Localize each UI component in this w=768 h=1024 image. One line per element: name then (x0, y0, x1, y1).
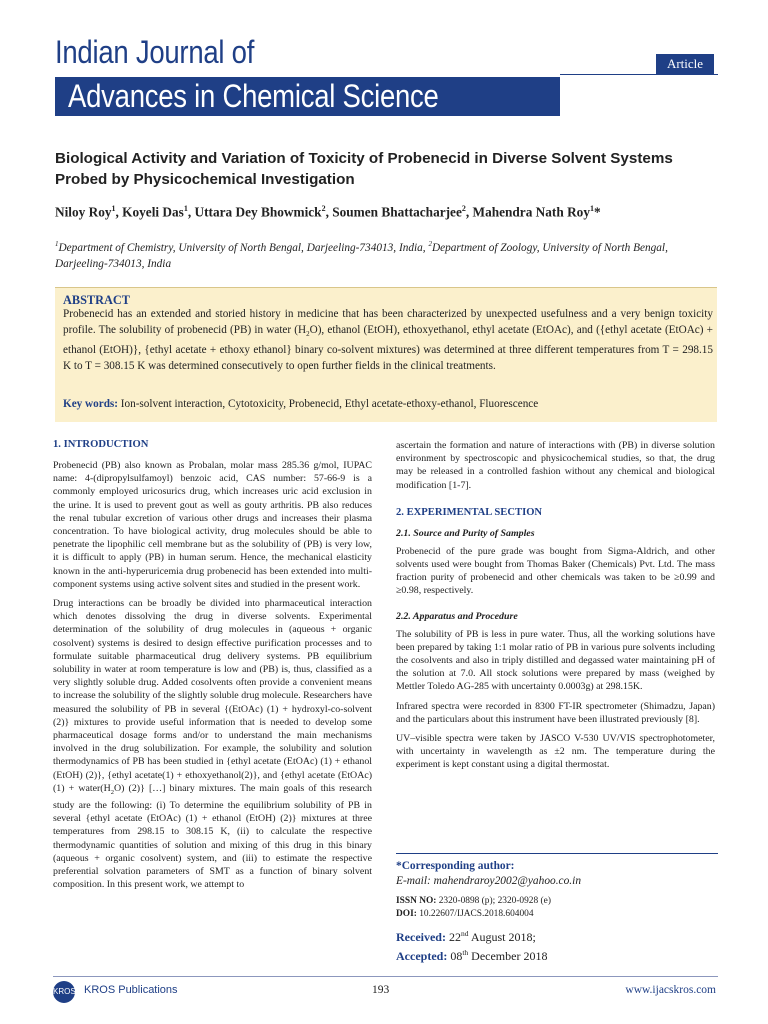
author-separator: * (593, 204, 601, 220)
doi-line (396, 908, 718, 921)
right-column (396, 439, 715, 778)
journal-url[interactable]: www.ijacskros.com (625, 984, 716, 996)
author-affil-mark: 1 (183, 204, 188, 213)
doi-value[interactable]: 10.22607/IJACS.2018.604004 (416, 908, 534, 919)
email-label: E-mail: (396, 875, 434, 887)
author-name: Koyeli Das (122, 204, 184, 220)
subscript: 2 (306, 330, 310, 339)
affil-mark: 2 (428, 240, 432, 248)
paper-title: Biological Activity and Variation of Toxicity of Probenecid in Diverse Solvent Systems Probed by Physicochemical Investigation (55, 150, 673, 188)
author-separator: , (187, 204, 195, 220)
paragraph-part: O) (2)} […] binary mixtures. The main goals of this research study are the following: (i) To determine the equilibrium solubility of PB in several {ethyl acetate (EtOAc) (1) + ethanol (EtOH) (2)} mixtures at three temperatures from 298.15 to 308.15 K, (ii) to calculate the respective thermodynamic quantities of solution and mixing of this drug in this binary (aqueous + organic cosolvent) system, and (iii) to estimate the respective preferential solvation parameters of SMT as a function of binary solvent composition. In this present work, we attempt to (53, 782, 372, 891)
abstract-text (63, 307, 713, 374)
paragraph: The solubility of PB is less in pure water. Thus, all the working solutions have been prepared by taking 1:1 molar ratio of PB in various pure solvents including the cosolvents and also in triply distilled and degassed water maintaining pH of the solution at 7.0. All stock solutions were prepared by mass (weighed by Mettler Toledo AG-285 with uncertainty 0.0003g) at 298.15K. (396, 628, 715, 693)
ordinal-suffix: nd (460, 929, 469, 938)
abstract-text-part: Probenecid has an extended and storied history in medicine that has been characterized by unexpected usefulness and a very benign toxicity profile. The solubility of probenecid (PB) in water (H (63, 308, 713, 336)
paragraph: UV–visible spectra were taken by JASCO V-530 UV/VIS spectrophotometer, with uncertainty in wavelength as ±2 nm. The temperature during the experiment is kept constant using a digital thermostat. (396, 733, 715, 771)
received-line (396, 926, 718, 945)
affiliation-zoology: Department of Zoology, University of North Bengal, Darjeeling-734013, India (55, 241, 668, 270)
identifiers (396, 895, 718, 920)
article-type-badge: Article (656, 54, 714, 74)
abstract-text-part: O), ethanol (EtOH), ethoxyethanol, ethyl acetate (EtOAc), and ({ethyl acetate (EtOAc) + ethanol (EtOH)}, {ethyl acetate + ethoxy ethanol} binary co-solvent mixtures) was determined at three different temperatures from T = 298.15 K to T = 308.15 K was determined consecutively to open further fields in the clinical treatments. (63, 323, 713, 372)
keywords-label: Key words: (63, 398, 118, 410)
journal-title-line2: Advances in Chemical Science (68, 78, 439, 114)
received-day: 22 (445, 930, 461, 944)
author-affil-mark: 1 (589, 204, 594, 213)
issn-label: ISSN NO: (396, 896, 437, 906)
paragraph: ascertain the formation and nature of interactions with (PB) in diverse solution environment by spectroscopic and physicochemical studies, so that, the drug may be released in a controlled fashion without any chemical and biological modification [1-7]. (396, 440, 715, 491)
dates (396, 926, 718, 964)
abstract-box (55, 287, 717, 422)
subscript: 2 (110, 788, 114, 796)
subsection-heading: 2.1. Source and Purity of Samples (396, 527, 535, 539)
publisher-name: KROS Publications (84, 984, 178, 996)
author-list (55, 204, 735, 220)
author-separator: , (325, 204, 333, 220)
footer-rule (53, 976, 718, 977)
author-affil-mark: 2 (321, 204, 326, 213)
left-column (53, 438, 372, 897)
paragraph: Probenecid of the pure grade was bought from Sigma-Aldrich, and other solvents used were bought from Thomas Baker (Chemicals) Pvt. Ltd. The mass fraction purity of probenecid and other chemicals was taken to be ≥0.99 and ≥0.98, respectively. (396, 545, 715, 597)
issn-line (396, 895, 718, 908)
page-number: 193 (372, 984, 390, 996)
author-affil-mark: 2 (461, 204, 466, 213)
corresponding-author-heading: *Corresponding author: (396, 860, 515, 872)
accepted-rest: December 2018 (468, 949, 548, 963)
email-address[interactable]: mahendraroy2002@yahoo.co.in (433, 875, 582, 887)
author-separator: , (115, 204, 123, 220)
accepted-label: Accepted: (396, 949, 448, 963)
author-name: Uttara Dey Bhowmick (194, 204, 322, 220)
keywords (63, 398, 538, 410)
corresponding-email (396, 874, 718, 889)
journal-title-line1: Indian Journal of (55, 34, 255, 70)
affil-mark: 1 (55, 240, 59, 248)
abstract-heading: ABSTRACT (63, 293, 130, 307)
keywords-list: Ion-solvent interaction, Cytotoxicity, Probenecid, Ethyl acetate-ethoxy-ethanol, Fluorescence (118, 398, 539, 410)
corresponding-author-box (396, 853, 718, 964)
paragraph: Infrared spectra were recorded in 8300 FT-IR spectrometer (Shimadzu, Japan) and the particulars about this instrument have been illustrated previously [8]. (396, 700, 715, 725)
doi-label: DOI: (396, 908, 417, 919)
publisher-logo-icon: KROS (53, 981, 75, 1003)
subsection-heading: 2.2. Apparatus and Procedure (396, 610, 518, 622)
paragraph: Probenecid (PB) also known as Probalan, molar mass 285.36 g/mol, IUPAC name: 4-(dipropylsulfamoyl) benzoic acid, CAS number: 57-66-9 is a commonly employed uricosurics drug, which increases uric acid exclusion in the urine. It is used to prevent gout as well as gouty arthritis. PB also reduces the renal tubular excretion of various other drugs and increases their plasma concentration. To have biological activity, drug molecules should be able to penetrate the lipophilic cell membrane but as the solubility of (PB) is very low, it is difficult to apply (PB) in human serum. Hence, the mechanical elasticity known in the anti-hyperuricemia drug probenecid has been extended into multi-component systems using active solvent sites and studied in the present work. (53, 460, 372, 590)
author-name: Soumen Bhattacharjee (332, 204, 462, 220)
paragraph-part: Drug interactions can be broadly be divided into pharmaceutical interaction which denotes dissolving the drug in diverse solvents. Experimental determination of the solubility of drug molecules in (aqueous + organic cosolvent) systems is desired to design effective purification processes and to formulate suitable pharmaceutical drug delivery systems. PB equilibrium solubility in water at room temperature is low and (PB) is, thus, classified as a very slightly soluble drug. Added cosolvents often provide a convenient means to increase the solubility of the slightly soluble drug molecule. Researchers have measured the solubility of PB in several {(EtOAc) (1) + hydroxyl-co-solvent (2)} mixtures to provide useful information that is needed to develop some pharmaceutical dosage forms and/or to understand the main mechanisms involved in the drug solubilization. For example, the solubility and solution thermodynamics of PB has been studied in {ethyl acetate (EtOAc) (1) + ethanol (EtOH) (2)}, {ethyl acetate(1) + ethoxyethanol(2)}, and {ethyl acetate (EtOAc) (1) + water(H (53, 598, 372, 794)
issn-value: 2320-0898 (p); 2320-0928 (e) (436, 896, 551, 906)
author-name: Mahendra Nath Roy (472, 204, 590, 220)
accepted-day: 08 (447, 949, 463, 963)
ordinal-suffix: th (462, 948, 469, 957)
section-heading-experimental: 2. EXPERIMENTAL SECTION (396, 506, 543, 518)
author-separator: , (465, 204, 473, 220)
affiliation-chemistry: Department of Chemistry, University of North Bengal, Darjeeling-734013, India, (58, 241, 429, 254)
author-name: Niloy Roy (55, 204, 112, 220)
affiliations (55, 236, 717, 272)
accepted-line (396, 945, 718, 964)
author-affil-mark: 1 (111, 204, 116, 213)
header-rule (560, 74, 718, 75)
received-label: Received: (396, 930, 446, 944)
paragraph (53, 597, 372, 891)
section-heading-introduction: 1. INTRODUCTION (53, 439, 149, 450)
received-rest: August 2018; (468, 930, 536, 944)
